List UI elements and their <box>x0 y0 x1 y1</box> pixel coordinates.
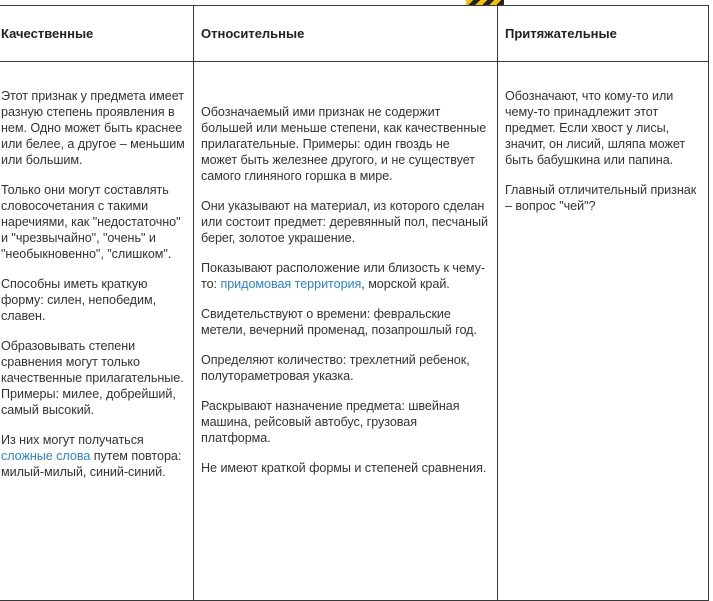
header-qualitative: Качественные <box>1 26 94 41</box>
header-cell-qualitative <box>0 6 194 62</box>
header-relative: Относительные <box>201 26 305 41</box>
paragraph: Способны иметь краткую форму: силен, непобедим, славен. <box>1 277 157 323</box>
paragraph: Они указывают на материал, из которого сделан или состоит предмет: деревянный пол, песчаный берег, золотое украшение. <box>201 199 488 245</box>
compound-words-link[interactable]: сложные слова <box>1 449 91 463</box>
paragraph: Из них могут получаться сложные слова путем повтора: милый-милый, синий-синий. <box>1 433 182 479</box>
paragraph: Показывают расположение или близость к чему-то: придомовая территория, морской край. <box>201 261 486 291</box>
paragraph: Обозначают, что кому-то или чему-то принадлежит этот предмет. Если хвост у лисы, значит, он лисий, шляпа может быть бабушкина или папина. <box>505 89 686 167</box>
paragraph: Главный отличительный признак – вопрос "чей"? <box>505 183 697 213</box>
paragraph: Не имеют краткой формы и степеней сравнения. <box>201 461 487 475</box>
paragraph: Образовывать степени сравнения могут только качественные прилагательные. Примеры: милее, добрейший, самый высокий. <box>1 339 184 417</box>
adjacent-territory-link[interactable]: придомовая территория <box>220 277 362 291</box>
paragraph: Только они могут составлять словосочетания с такими наречиями, как "недостаточно" и "чрезвычайно", "очень" и "необыкновенно", "слишком". <box>1 183 181 261</box>
paragraph: Свидетельствуют о времени: февральские метели, вечерний променад, позапрошлый год. <box>201 307 477 337</box>
header-cell-relative <box>194 6 498 62</box>
paragraph: Этот признак у предмета имеет разную степень проявления в нем. Одно может быть краснее или белее, а другое – меньшим или большим. <box>1 89 185 167</box>
cell-relative <box>194 62 498 601</box>
table-header-row <box>0 6 709 62</box>
header-possessive: Притяжательные <box>505 26 617 41</box>
paragraph: Раскрывают назначение предмета: швейная машина, рейсовый автобус, грузовая платформа. <box>201 399 460 445</box>
paragraph: Обозначаемый ими признак не содержит большей или меньше степени, как качественные прилагательные. Примеры: один гвоздь не может быть железнее другого, и не существует самого глиняного горшка в мире. <box>201 105 487 183</box>
table-body-row <box>0 62 709 601</box>
header-cell-possessive <box>498 6 709 62</box>
adjectives-table <box>0 5 709 601</box>
paragraph: Определяют количество: трехлетний ребенок, полутораметровая указка. <box>201 353 470 383</box>
cell-qualitative <box>0 62 194 601</box>
cell-possessive <box>498 62 709 601</box>
